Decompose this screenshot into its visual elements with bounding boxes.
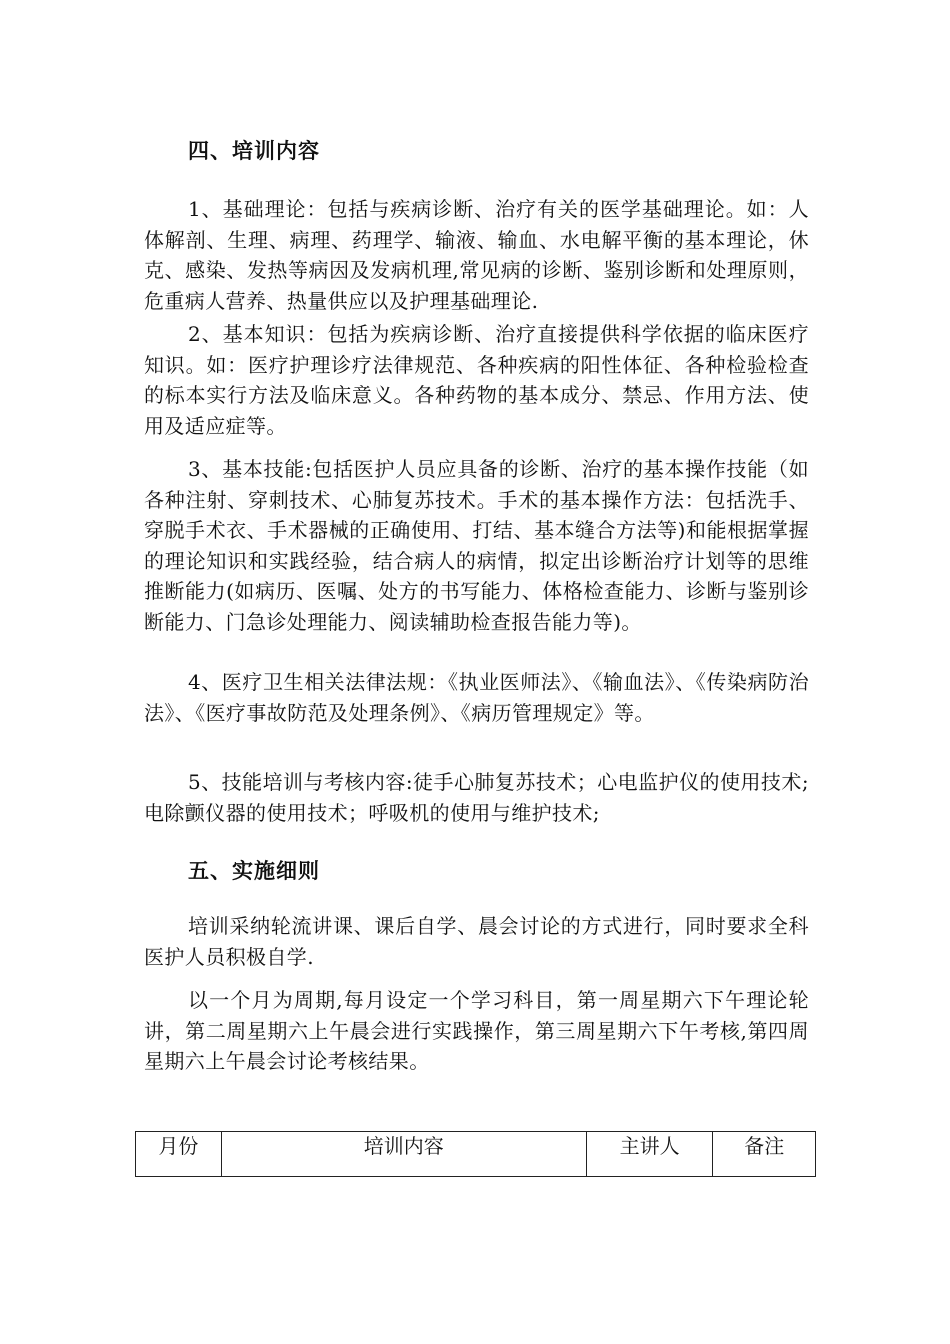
section-heading-training-content: 四、培训内容 [188, 139, 320, 163]
implementation-paragraph-2: 以一个月为周期,每月设定一个学习科目，第一周星期六下午理论轮讲，第二周星期六上午晨会进行实践操作，第三周星期六下午考核,第四周星期六上午晨会讨论考核结果。 [144, 988, 809, 1073]
header-month: 月份 [136, 1132, 222, 1177]
section-heading-implementation: 五、实施细则 [188, 859, 320, 883]
training-item-1: 1、基础理论：包括与疾病诊断、治疗有关的医学基础理论。如：人体解剖、生理、病理、药理学、输液、输血、水电解平衡的基本理论，休克、感染、发热等病因及发病机理,常见病的诊断、鉴别诊断和处理原则，危重病人营养、热量供应以及护理基础理论. [144, 197, 809, 313]
header-training-content: 培训内容 [221, 1132, 586, 1177]
header-lecturer: 主讲人 [586, 1132, 712, 1177]
header-remarks: 备注 [713, 1132, 816, 1177]
table-header-row [136, 1132, 816, 1177]
schedule-table [135, 1131, 816, 1177]
training-item-2: 2、基本知识：包括为疾病诊断、治疗直接提供科学依据的临床医疗知识。如：医疗护理诊疗法律规范、各种疾病的阳性体征、各种检验检查的标本实行方法及临床意义。各种药物的基本成分、禁忌、作用方法、使用及适应症等。 [144, 322, 809, 438]
training-item-3: 3、基本技能:包括医护人员应具备的诊断、治疗的基本操作技能（如各种注射、穿刺技术、心肺复苏技术。手术的基本操作方法：包括洗手、穿脱手术衣、手术器械的正确使用、打结、基本缝合方法等)和能根据掌握的理论知识和实践经验，结合病人的病情，拟定出诊断治疗计划等的思维推断能力(如病历、医嘱、处方的书写能力、体格检查能力、诊断与鉴别诊断能力、门急诊处理能力、阅读辅助检查报告能力等)。 [144, 457, 809, 634]
implementation-paragraph-1: 培训采纳轮流讲课、课后自学、晨会讨论的方式进行，同时要求全科医护人员积极自学. [144, 914, 809, 969]
training-item-5: 5、技能培训与考核内容:徒手心肺复苏技术；心电监护仪的使用技术;电除颤仪器的使用技术；呼吸机的使用与维护技术; [144, 770, 809, 825]
training-item-4: 4、医疗卫生相关法律法规：《执业医师法》、《输血法》、《传染病防治法》、《医疗事故防范及处理条例》、《病历管理规定》等。 [144, 670, 809, 725]
